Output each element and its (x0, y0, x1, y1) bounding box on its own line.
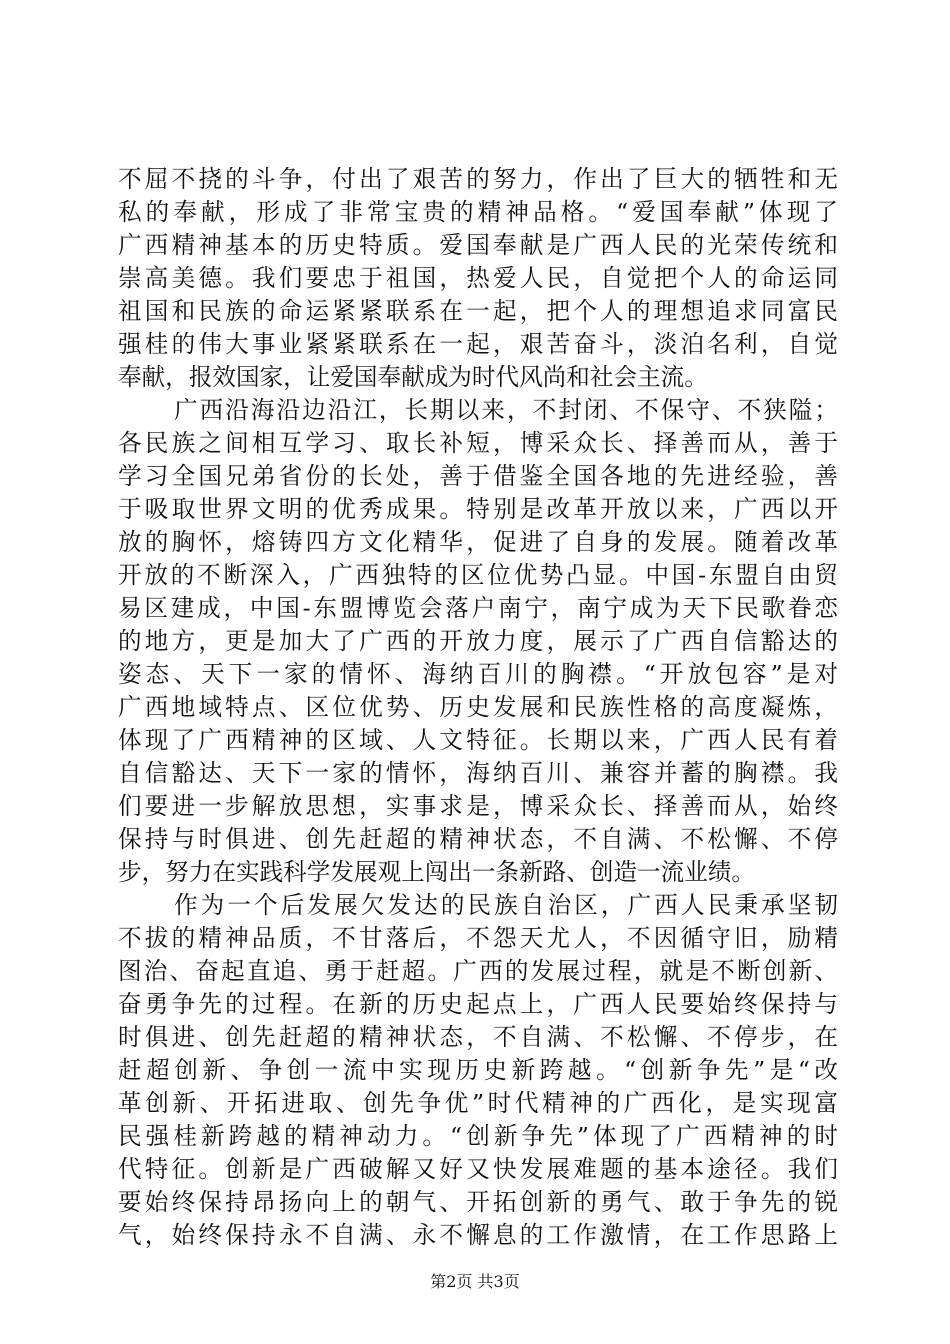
text-line: 私的奉献，形成了非常宝贵的精神品格。“爱国奉献”体现了 (118, 198, 838, 226)
text-line: 易区建成，中国-东盟博览会落户南宁，南宁成为天下民歌眷恋 (118, 594, 838, 622)
text-line: 姿态、天下一家的情怀、海纳百川的胸襟。“开放包容”是对 (118, 660, 838, 688)
text-line: 时俱进、创先赶超的精神状态，不自满、不松懈、不停步，在 (118, 1023, 838, 1051)
text-line: 不拔的精神品质，不甘落后，不怨天尤人，不因循守旧，励精 (118, 924, 838, 952)
text-line: 奉献，报效国家，让爱国奉献成为时代风尚和社会主流。 (118, 363, 708, 391)
text-line: 要始终保持昂扬向上的朝气、开拓创新的勇气、敢于争先的锐 (118, 1188, 838, 1216)
text-line: 放的胸怀，熔铸四方文化精华，促进了自身的发展。随着改革 (118, 528, 838, 556)
text-line: 赶超创新、争创一流中实现历史新跨越。“创新争先”是“改 (118, 1056, 838, 1084)
text-line: 广西精神基本的历史特质。爱国奉献是广西人民的光荣传统和 (118, 231, 838, 259)
text-line: 广西地域特点、区位优势、历史发展和民族性格的高度凝炼， (118, 693, 838, 721)
text-line: 的地方，更是加大了广西的开放力度，展示了广西自信豁达的 (118, 627, 838, 655)
text-line: 保持与时俱进、创先赶超的精神状态，不自满、不松懈、不停 (118, 825, 838, 853)
text-line: 革创新、开拓进取、创先争优”时代精神的广西化，是实现富 (118, 1089, 838, 1117)
text-line: 崇高美德。我们要忠于祖国，热爱人民，自觉把个人的命运同 (118, 264, 838, 292)
text-line: 体现了广西精神的区域、人文特征。长期以来，广西人民有着 (118, 726, 838, 754)
text-line: 气，始终保持永不自满、永不懈息的工作激情，在工作思路上 (118, 1221, 838, 1249)
text-line: 们要进一步解放思想，实事求是，博采众长、择善而从，始终 (118, 792, 838, 820)
body-text (118, 163, 838, 1252)
text-line: 学习全国兄弟省份的长处，善于借鉴全国各地的先进经验，善 (118, 462, 838, 490)
text-line: 强桂的伟大事业紧紧联系在一起，艰苦奋斗，淡泊名利，自觉 (118, 330, 838, 358)
text-line: 于吸取世界文明的优秀成果。特别是改革开放以来，广西以开 (118, 495, 838, 523)
text-line: 奋勇争先的过程。在新的历史起点上，广西人民要始终保持与 (118, 990, 838, 1018)
text-line: 代特征。创新是广西破解又好又快发展难题的基本途径。我们 (118, 1155, 838, 1183)
text-line: 步，努力在实践科学发展观上闯出一条新路、创造一流业绩。 (118, 858, 756, 886)
text-line: 图治、奋起直追、勇于赶超。广西的发展过程，就是不断创新、 (118, 957, 838, 985)
text-line: 祖国和民族的命运紧紧联系在一起，把个人的理想追求同富民 (118, 297, 838, 325)
text-line: 各民族之间相互学习、取长补短，博采众长、择善而从，善于 (118, 429, 838, 457)
text-line: 开放的不断深入，广西独特的区位优势凸显。中国-东盟自由贸 (118, 561, 838, 589)
text-line: 民强桂新跨越的精神动力。“创新争先”体现了广西精神的时 (118, 1122, 838, 1150)
text-line: 自信豁达、天下一家的情怀，海纳百川、兼容并蓄的胸襟。我 (118, 759, 838, 787)
paragraph-start-line: 广西沿海沿边沿江，长期以来，不封闭、不保守、不狭隘； (174, 396, 838, 424)
paragraph-start-line: 作为一个后发展欠发达的民族自治区，广西人民秉承坚韧 (174, 891, 838, 919)
text-line: 不屈不挠的斗争，付出了艰苦的努力，作出了巨大的牺牲和无 (118, 165, 838, 193)
page-footer: 第2页 共3页 (430, 1272, 520, 1291)
